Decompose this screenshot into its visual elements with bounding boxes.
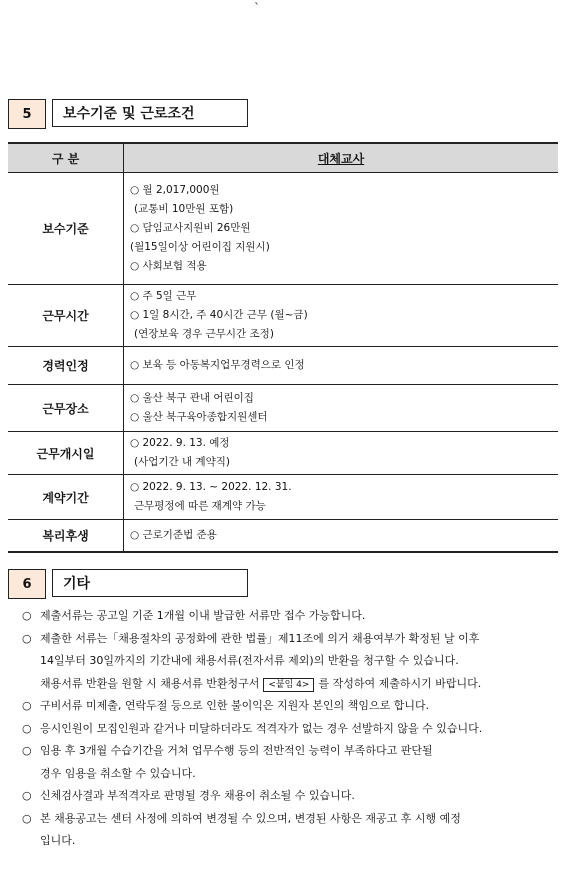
row-label: 계약기간 xyxy=(8,475,124,520)
conditions-table xyxy=(8,142,558,553)
row-label: 근무장소 xyxy=(8,385,124,432)
row-content: ○ 주 5일 근무 ○ 1일 8시간, 주 40시간 근무 (월~금) (연장보육 경우 근무시간 조정) xyxy=(124,285,559,347)
table-row xyxy=(8,432,558,475)
table-row xyxy=(8,285,558,347)
bullet-circle-icon: ○ xyxy=(22,811,32,825)
section-6-header xyxy=(8,569,248,599)
table-row xyxy=(8,347,558,385)
table-row xyxy=(8,475,558,520)
list-item: ○ 본 채용공고는 센터 사정에 의하여 변경될 수 있으며, 변경된 사항은 재공고 후 시행 예정 입니다. xyxy=(22,808,562,853)
list-item: ○ 제출서류는 공고일 기준 1개월 이내 발급한 서류만 접수 가능합니다. xyxy=(22,605,562,628)
row-content: ○ 2022. 9. 13. 예정 (사업기간 내 계약직) xyxy=(124,432,559,475)
list-item: ○ 신체검사결과 부적격자로 판명될 경우 채용이 취소될 수 있습니다. xyxy=(22,785,562,808)
bullet-circle-icon: ○ xyxy=(22,699,32,712)
header-substitute-teacher: 대체교사 xyxy=(124,143,559,173)
row-content: ○ 울산 북구 관내 어린이집 ○ 울산 북구육아종합지원센터 xyxy=(124,385,559,432)
list-item: ○ 제출한 서류는「채용절차의 공정화에 관한 법률」제11조에 의거 채용여부가 확정된 날 이후 14일부터 30일까지의 기간내에 채용서류(전자서류 제외)의 반환을 청구할 수 있습니다. xyxy=(22,628,562,673)
section-5-title: 보수기준 및 근로조건 xyxy=(52,99,248,127)
notes-list xyxy=(22,605,562,853)
row-label: 근무개시일 xyxy=(8,432,124,475)
bullet-circle-icon: ○ xyxy=(22,609,32,622)
bullet-circle-icon: ○ xyxy=(22,631,32,645)
section-5-header xyxy=(8,99,248,129)
table-row xyxy=(8,520,558,552)
row-content: ○ 근로기준법 준용 xyxy=(124,520,559,552)
row-label: 복리후생 xyxy=(8,520,124,552)
bullet-circle-icon: ○ xyxy=(22,721,32,735)
section-5-number: 5 xyxy=(8,99,46,129)
table-header-row xyxy=(8,143,558,173)
section-6-title: 기타 xyxy=(52,569,248,597)
header-category: 구 분 xyxy=(8,143,124,173)
attachment-badge: <붙임 4> xyxy=(263,678,314,692)
bullet-circle-icon: ○ xyxy=(22,744,32,757)
table-row xyxy=(8,173,558,285)
row-content: ○ 보육 등 아동복지업무경력으로 인정 xyxy=(124,347,559,385)
list-item: 채용서류 반환을 원할 시 채용서류 반환청구서 <붙임 4> 를 작성하여 제출하시기 바랍니다. xyxy=(40,676,482,690)
row-label: 보수기준 xyxy=(8,173,124,285)
list-item: ○ 구비서류 미제출, 연락두절 등으로 인한 불이익은 지원자 본인의 책임으로 합니다. xyxy=(22,695,562,718)
row-label: 근무시간 xyxy=(8,285,124,347)
row-content: ○ 월 2,017,000원 (교통비 10만원 포함) ○ 담임교사지원비 26만원 (월15일이상 어린이집 지원시) ○ 사회보험 적용 xyxy=(124,173,559,285)
list-item: ○ 임용 후 3개월 수습기간을 거쳐 업무수행 등의 전반적인 능력이 부족하다고 판단될 경우 임용을 취소할 수 있습니다. xyxy=(22,740,562,785)
row-label: 경력인정 xyxy=(8,347,124,385)
list-item: ○ 응시인원이 모집인원과 같거나 미달하더라도 적격자가 없는 경우 선발하지 않을 수 있습니다. xyxy=(22,718,562,741)
table-row xyxy=(8,385,558,432)
tick-mark: ` xyxy=(254,1,260,15)
row-content: ○ 2022. 9. 13. ~ 2022. 12. 31. 근무평정에 따른 재계약 가능 xyxy=(124,475,559,520)
bullet-circle-icon: ○ xyxy=(22,789,32,802)
section-6-number: 6 xyxy=(8,569,46,599)
